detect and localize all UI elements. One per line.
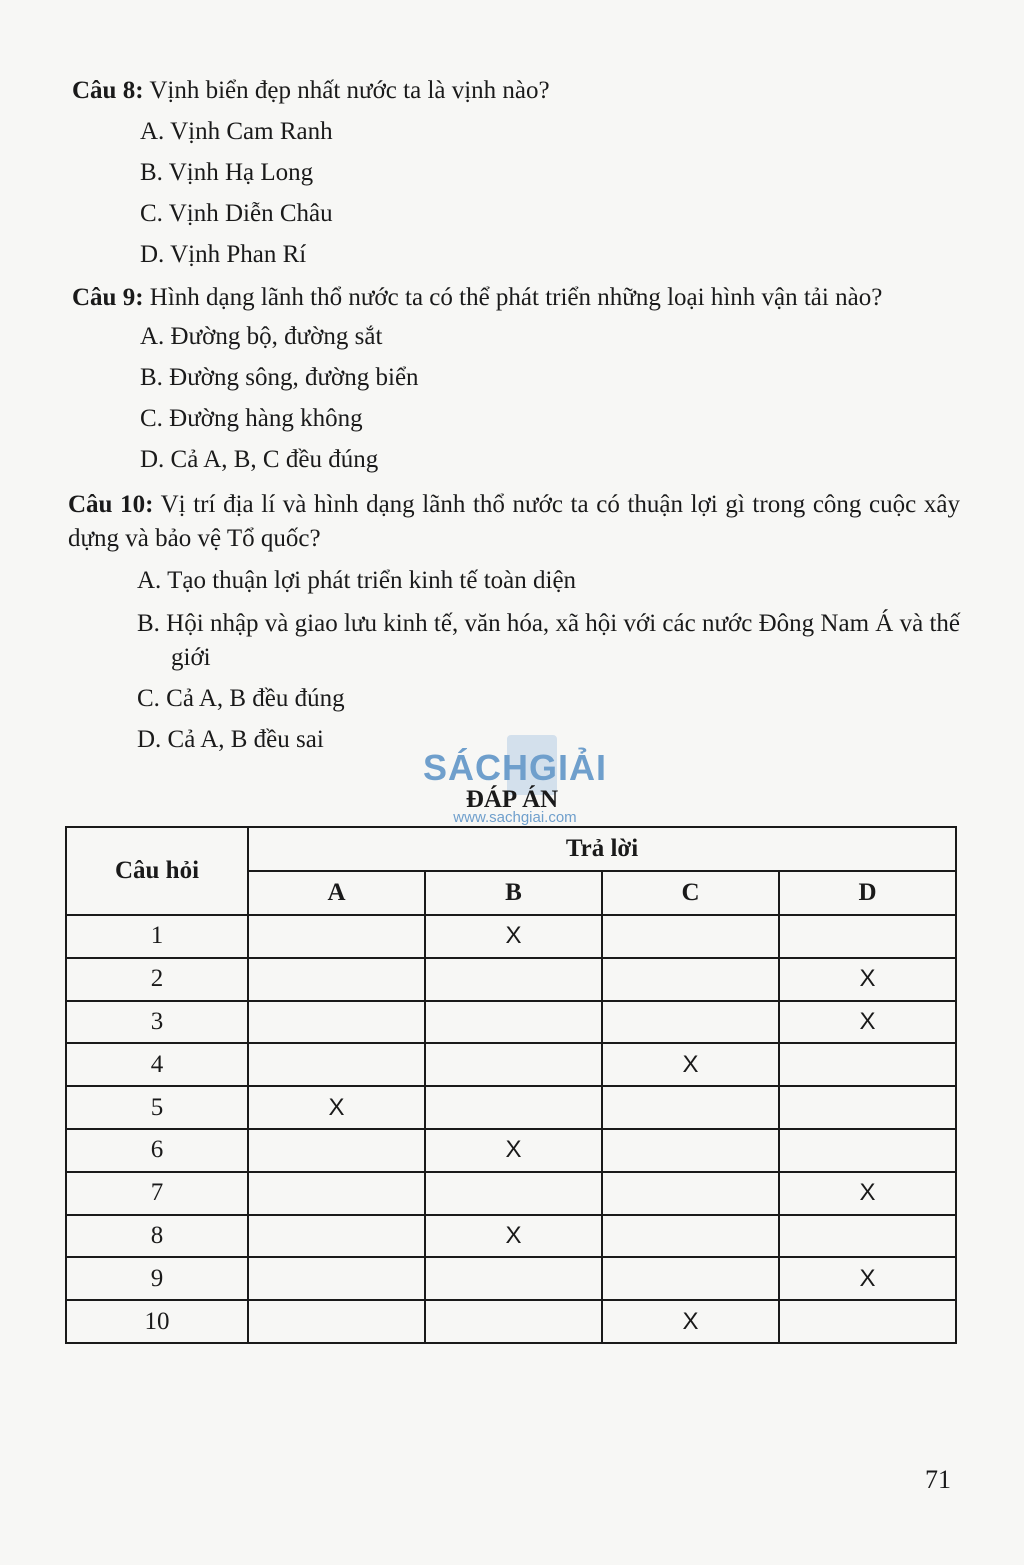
answer-cell-d: X: [779, 1257, 956, 1300]
answer-cell-b: [425, 1086, 602, 1129]
question-text: Vị trí địa lí và hình dạng lãnh thổ nước ta có thuận lợi gì trong công cuộc xây dựng và bảo vệ Tổ quốc?: [68, 491, 960, 552]
question-label: Câu 8:: [72, 77, 144, 104]
answer-cell-a: [248, 1215, 425, 1258]
answer-cell-d: [779, 1086, 956, 1129]
option-10c: C. Cả A, B đều đúng: [137, 685, 345, 712]
table-row: [66, 1215, 956, 1258]
choice-header-a: A: [248, 871, 425, 915]
option-10b: [137, 607, 960, 675]
answer-cell-d: [779, 1043, 956, 1086]
question-8: [72, 74, 550, 108]
answer-cell-b: [425, 1300, 602, 1343]
question-number-cell: 6: [66, 1129, 248, 1172]
answer-cell-a: [248, 1001, 425, 1044]
answer-cell-b: [425, 1001, 602, 1044]
question-number-cell: 8: [66, 1215, 248, 1258]
question-label: Câu 10:: [68, 491, 154, 518]
table-row: [66, 915, 956, 958]
answer-cell-d: X: [779, 1172, 956, 1215]
answer-cell-d: X: [779, 1001, 956, 1044]
question-number-cell: 4: [66, 1043, 248, 1086]
option-9a: A. Đường bộ, đường sắt: [140, 323, 383, 350]
option-9c: C. Đường hàng không: [140, 405, 363, 432]
answer-cell-b: [425, 1043, 602, 1086]
answer-cell-a: [248, 1129, 425, 1172]
table-row: [66, 1086, 956, 1129]
table-row: [66, 1129, 956, 1172]
option-10a: A. Tạo thuận lợi phát triển kinh tế toàn diện: [137, 567, 577, 594]
table-row: [66, 1300, 956, 1343]
question-9: [72, 281, 882, 315]
option-text: B. Hội nhập và giao lưu kinh tế, văn hóa, xã hội với các nước Đông Nam Á và thế giới: [137, 610, 960, 671]
choice-header-d: D: [779, 871, 956, 915]
answer-cell-a: [248, 1043, 425, 1086]
answer-cell-c: X: [602, 1300, 779, 1343]
answer-cell-a: [248, 915, 425, 958]
answer-cell-c: [602, 958, 779, 1001]
watermark-url: www.sachgiai.com: [453, 809, 577, 826]
table-row: [66, 1001, 956, 1044]
option-8b: B. Vịnh Hạ Long: [140, 159, 314, 186]
answer-cell-d: [779, 1300, 956, 1343]
answer-table-body: [66, 915, 956, 1343]
option-10d: D. Cả A, B đều sai: [137, 726, 324, 753]
option-9d: D. Cả A, B, C đều đúng: [140, 446, 379, 473]
option-8a: A. Vịnh Cam Ranh: [140, 118, 333, 145]
answer-cell-d: [779, 1215, 956, 1258]
answer-key-title: ĐÁP ÁN: [465, 786, 559, 813]
answer-cell-d: [779, 915, 956, 958]
table-row: [66, 1257, 956, 1300]
question-number-cell: 3: [66, 1001, 248, 1044]
answer-cell-c: X: [602, 1043, 779, 1086]
question-number-cell: 5: [66, 1086, 248, 1129]
question-label: Câu 9:: [72, 284, 144, 311]
answer-cell-a: [248, 1257, 425, 1300]
answer-cell-a: [248, 1300, 425, 1343]
answer-cell-b: [425, 1172, 602, 1215]
answer-cell-c: [602, 1172, 779, 1215]
option-8d: D. Vịnh Phan Rí: [140, 241, 307, 268]
answer-cell-c: [602, 1001, 779, 1044]
table-row: [66, 1043, 956, 1086]
question-number-cell: 7: [66, 1172, 248, 1215]
question-text: Hình dạng lãnh thổ nước ta có thể phát triển những loại hình vận tải nào?: [149, 284, 883, 311]
answer-cell-b: X: [425, 1215, 602, 1258]
answer-cell-c: [602, 1129, 779, 1172]
option-9b: B. Đường sông, đường biển: [140, 364, 419, 391]
question-10: [68, 488, 960, 556]
answer-cell-b: [425, 958, 602, 1001]
question-number-cell: 1: [66, 915, 248, 958]
answer-cell-d: X: [779, 958, 956, 1001]
answer-cell-c: [602, 1257, 779, 1300]
answer-cell-a: [248, 1172, 425, 1215]
answer-cell-c: [602, 1215, 779, 1258]
answer-cell-b: [425, 1257, 602, 1300]
answer-table: [65, 826, 957, 1344]
question-number-cell: 9: [66, 1257, 248, 1300]
answer-cell-a: X: [248, 1086, 425, 1129]
choice-header-b: B: [425, 871, 602, 915]
table-row: [66, 958, 956, 1001]
question-number-cell: 10: [66, 1300, 248, 1343]
answer-cell-a: [248, 958, 425, 1001]
answer-cell-c: [602, 1086, 779, 1129]
col-question-header: Câu hỏi: [66, 827, 248, 915]
answer-cell-d: [779, 1129, 956, 1172]
table-row: [66, 1172, 956, 1215]
answer-cell-b: X: [425, 1129, 602, 1172]
watermark-brand: SÁCHGIẢI: [422, 747, 607, 788]
col-answer-header: Trả lời: [248, 827, 956, 871]
option-8c: C. Vịnh Diễn Châu: [140, 200, 333, 227]
page-number: 71: [925, 1465, 951, 1494]
question-text: Vịnh biển đẹp nhất nước ta là vịnh nào?: [149, 77, 550, 104]
answer-cell-b: X: [425, 915, 602, 958]
choice-header-c: C: [602, 871, 779, 915]
answer-cell-c: [602, 915, 779, 958]
question-number-cell: 2: [66, 958, 248, 1001]
